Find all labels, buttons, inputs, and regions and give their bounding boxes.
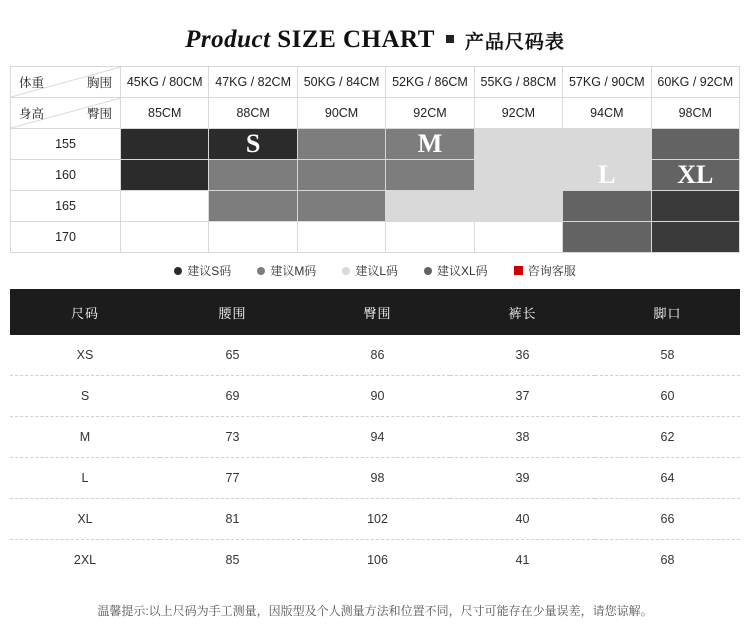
table-row bbox=[10, 458, 740, 499]
column-header-cuff: 脚口 bbox=[595, 289, 740, 335]
weight-header-cell: 47KG / 82CM bbox=[209, 67, 297, 98]
legend-item-l bbox=[342, 262, 398, 279]
measurements-table-wrapper bbox=[0, 289, 750, 580]
matrix-cell bbox=[563, 129, 651, 160]
hip-header-cell: 85CM bbox=[121, 98, 209, 129]
size-letter-s: S bbox=[245, 129, 261, 158]
matrix-corner-weight-bust bbox=[11, 67, 121, 98]
legend-label: 建议L码 bbox=[355, 264, 398, 278]
matrix-cell bbox=[209, 160, 297, 191]
legend-dot-icon bbox=[257, 267, 265, 275]
matrix-corner-height-hip bbox=[11, 98, 121, 129]
legend-dot-icon bbox=[342, 267, 350, 275]
cell-cuff: 60 bbox=[595, 376, 740, 417]
matrix-cell bbox=[563, 191, 651, 222]
cell-size: M bbox=[10, 417, 160, 458]
cell-length: 39 bbox=[450, 458, 595, 499]
cell-hip: 94 bbox=[305, 417, 450, 458]
legend-dot-icon bbox=[424, 267, 432, 275]
table-row bbox=[10, 540, 740, 581]
column-header-length: 裤长 bbox=[450, 289, 595, 335]
matrix-cell bbox=[651, 222, 739, 253]
cell-size: XS bbox=[10, 335, 160, 376]
height-label: 165 bbox=[11, 191, 121, 222]
matrix-cell bbox=[651, 129, 739, 160]
hip-header-cell: 94CM bbox=[563, 98, 651, 129]
title-english-word1: Product bbox=[185, 26, 271, 53]
page-title bbox=[0, 0, 750, 66]
matrix-cell bbox=[651, 160, 739, 191]
hip-header-cell: 90CM bbox=[297, 98, 385, 129]
cell-length: 41 bbox=[515, 553, 530, 567]
hip-header-cell: 92CM bbox=[474, 98, 562, 129]
matrix-cell bbox=[297, 222, 385, 253]
height-label: 155 bbox=[11, 129, 121, 160]
weight-header-cell: 60KG / 92CM bbox=[651, 67, 739, 98]
matrix-cell bbox=[651, 191, 739, 222]
cell-cuff: 64 bbox=[595, 458, 740, 499]
weight-header-cell: 50KG / 84CM bbox=[297, 67, 385, 98]
measurements-table bbox=[10, 289, 740, 580]
title-english bbox=[185, 26, 435, 54]
column-header-waist: 腰围 bbox=[160, 289, 305, 335]
matrix-cell bbox=[474, 160, 562, 191]
column-header-size: 尺码 bbox=[10, 289, 160, 335]
cell-hip: 90 bbox=[305, 376, 450, 417]
legend-label: 建议XL码 bbox=[437, 264, 488, 278]
size-letter-xl: XL bbox=[677, 160, 714, 189]
cell-length: 36 bbox=[450, 335, 595, 376]
weight-header-cell: 55KG / 88CM bbox=[474, 67, 562, 98]
matrix-cell bbox=[121, 191, 209, 222]
height-label: 170 bbox=[11, 222, 121, 253]
cell-length: 40 bbox=[450, 499, 595, 540]
matrix-row bbox=[11, 160, 740, 191]
matrix-cell bbox=[297, 160, 385, 191]
hip-header-cell: 88CM bbox=[209, 98, 297, 129]
matrix-row bbox=[11, 222, 740, 253]
cell-waist: 69 bbox=[160, 376, 305, 417]
matrix-row bbox=[11, 129, 740, 160]
title-chinese: 产品尺码表 bbox=[464, 31, 565, 53]
cell-cuff: 62 bbox=[595, 417, 740, 458]
label-hip: 臀围 bbox=[86, 107, 112, 121]
cell-size: 2XL bbox=[73, 553, 97, 567]
matrix-header-row-weight bbox=[11, 67, 740, 98]
cell-cuff: 58 bbox=[595, 335, 740, 376]
cell-waist: 81 bbox=[160, 499, 305, 540]
weight-header-cell: 45KG / 80CM bbox=[121, 67, 209, 98]
legend-item-s bbox=[174, 262, 231, 279]
legend-label: 建议S码 bbox=[187, 264, 232, 278]
matrix-cell bbox=[386, 129, 474, 160]
cell-cuff: 68 bbox=[660, 553, 675, 567]
measurements-header-row bbox=[10, 289, 740, 335]
matrix-cell bbox=[121, 129, 209, 160]
cell-size: L bbox=[10, 458, 160, 499]
table-row bbox=[10, 335, 740, 376]
label-bust: 胸围 bbox=[86, 76, 112, 90]
weight-header-cell: 52KG / 86CM bbox=[386, 67, 474, 98]
cell-waist: 77 bbox=[160, 458, 305, 499]
title-english-word2: SIZE CHART bbox=[277, 26, 435, 53]
matrix-cell bbox=[474, 129, 562, 160]
label-height: 身高 bbox=[19, 107, 45, 121]
legend bbox=[0, 253, 750, 289]
legend-item-service[interactable] bbox=[514, 262, 576, 279]
matrix-row bbox=[11, 191, 740, 222]
size-letter-l: L bbox=[598, 160, 616, 189]
legend-item-xl bbox=[424, 262, 488, 279]
cell-hip: 106 bbox=[367, 553, 388, 567]
matrix-cell bbox=[209, 129, 297, 160]
matrix-cell bbox=[209, 191, 297, 222]
footer-note: 温馨提示:以上尺码为手工测量，因版型及个人测量方法和位置不同，尺寸可能存在少量误差，请您谅解。 bbox=[97, 604, 653, 618]
cell-length: 38 bbox=[450, 417, 595, 458]
matrix-cell bbox=[386, 191, 474, 222]
matrix-table-wrapper bbox=[0, 66, 750, 253]
matrix-cell bbox=[474, 222, 562, 253]
table-row bbox=[10, 417, 740, 458]
cell-length: 37 bbox=[450, 376, 595, 417]
matrix-cell bbox=[563, 222, 651, 253]
matrix-cell bbox=[386, 222, 474, 253]
cell-waist: 85 bbox=[225, 553, 240, 567]
label-weight: 体重 bbox=[19, 76, 45, 90]
cell-hip: 102 bbox=[305, 499, 450, 540]
cell-waist: 73 bbox=[160, 417, 305, 458]
hip-header-cell: 92CM bbox=[386, 98, 474, 129]
matrix-cell bbox=[297, 129, 385, 160]
legend-item-m bbox=[257, 262, 316, 279]
weight-header-cell: 57KG / 90CM bbox=[563, 67, 651, 98]
size-matrix-table bbox=[10, 66, 740, 253]
matrix-cell bbox=[121, 222, 209, 253]
legend-square-icon bbox=[514, 266, 523, 275]
legend-label: 建议M码 bbox=[270, 264, 317, 278]
square-icon bbox=[446, 35, 454, 43]
cell-waist: 65 bbox=[160, 335, 305, 376]
matrix-cell bbox=[563, 160, 651, 191]
legend-label: 咨询客服 bbox=[527, 264, 576, 278]
cell-size: S bbox=[10, 376, 160, 417]
matrix-cell bbox=[386, 160, 474, 191]
cell-cuff: 66 bbox=[595, 499, 740, 540]
height-label: 160 bbox=[11, 160, 121, 191]
hip-header-cell: 98CM bbox=[651, 98, 739, 129]
matrix-cell bbox=[209, 222, 297, 253]
matrix-cell bbox=[121, 160, 209, 191]
legend-dot-icon bbox=[174, 267, 182, 275]
table-row bbox=[10, 376, 740, 417]
cell-size: XL bbox=[10, 499, 160, 540]
column-header-hip: 臀围 bbox=[305, 289, 450, 335]
matrix-cell bbox=[474, 191, 562, 222]
size-letter-m: M bbox=[417, 129, 443, 158]
table-row bbox=[10, 499, 740, 540]
cell-hip: 86 bbox=[305, 335, 450, 376]
matrix-header-row-hip bbox=[11, 98, 740, 129]
matrix-cell bbox=[297, 191, 385, 222]
cell-hip: 98 bbox=[305, 458, 450, 499]
